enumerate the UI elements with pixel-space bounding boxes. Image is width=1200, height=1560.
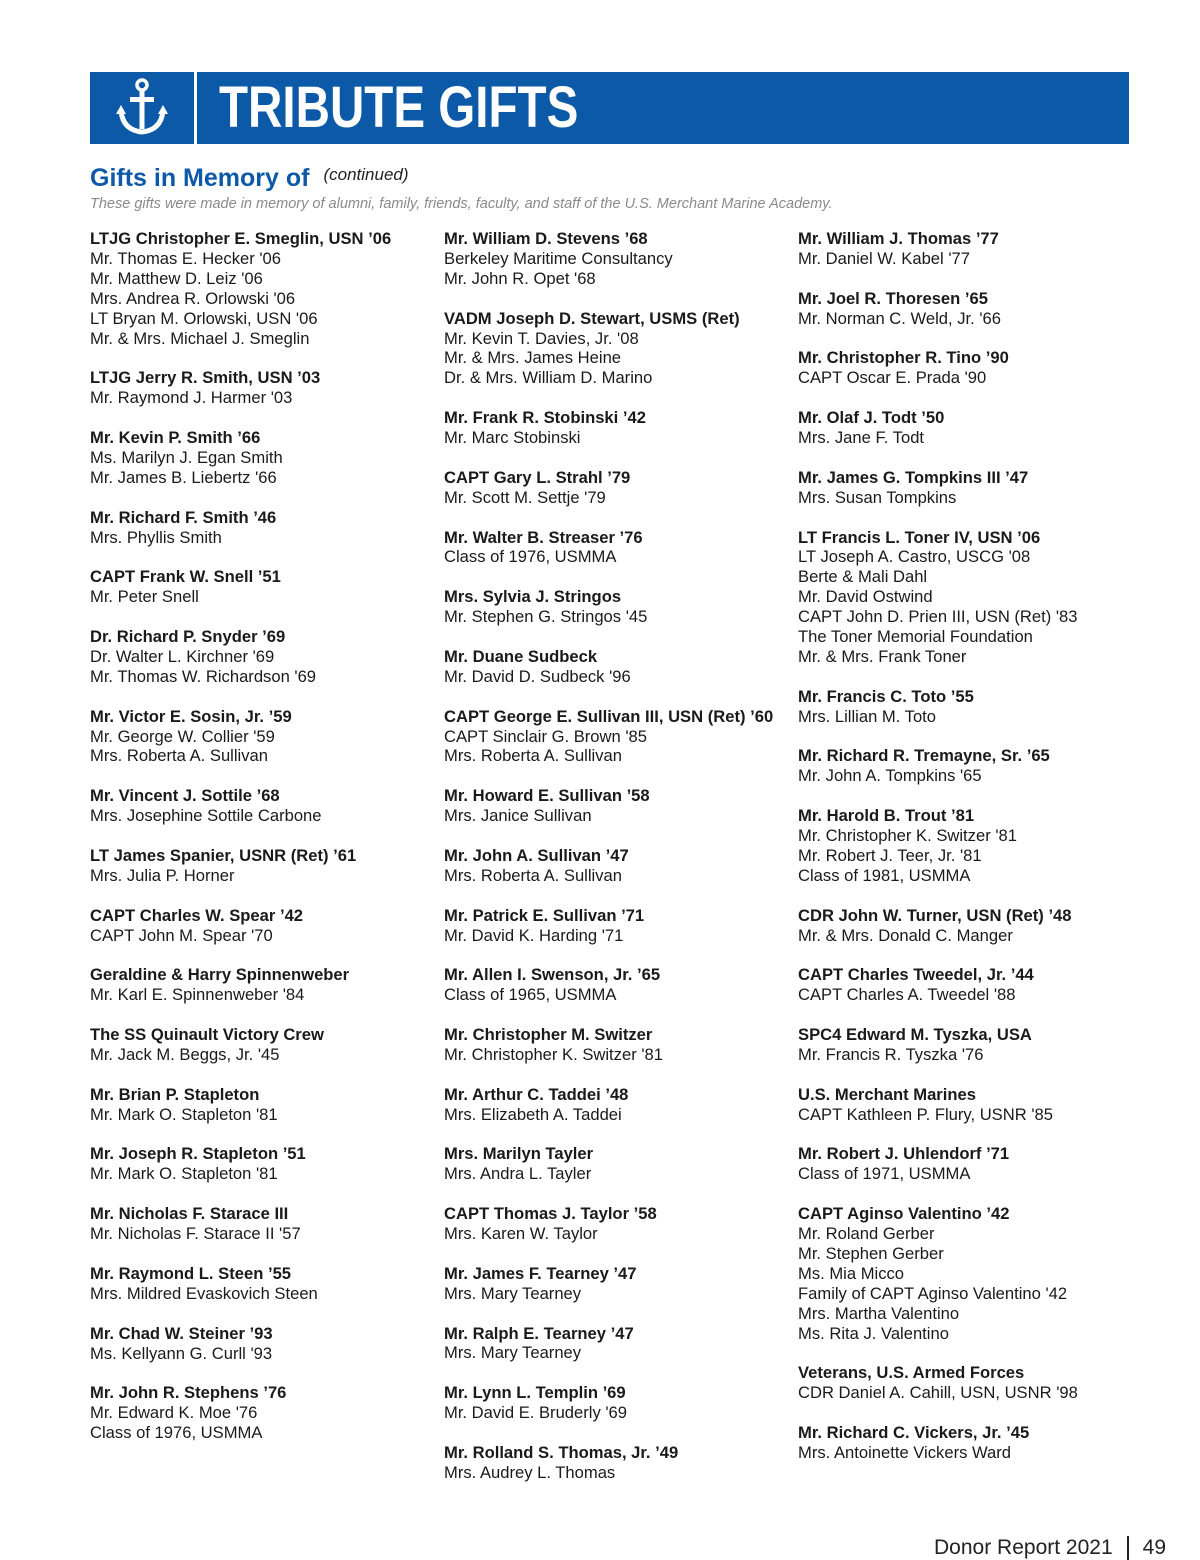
honoree-name: CDR John W. Turner, USN (Ret) ’48 <box>798 905 1072 925</box>
tribute-entry <box>798 806 1138 886</box>
honoree-name: Dr. Richard P. Snyder ’69 <box>90 627 286 647</box>
honoree-name: LT James Spanier, USNR (Ret) ’61 <box>90 845 357 865</box>
tribute-entry <box>798 229 1138 269</box>
column-3 <box>798 229 1138 1483</box>
tribute-entry <box>90 1144 430 1184</box>
honoree-name: Mr. Kevin P. Smith ’66 <box>90 428 261 448</box>
tribute-entry <box>90 567 430 607</box>
donor-name: CAPT Sinclair G. Brown '85 <box>444 726 647 746</box>
donor-name: Class of 1976, USMMA <box>90 1423 263 1443</box>
honoree-name: Mr. Rolland S. Thomas, Jr. ’49 <box>444 1442 679 1462</box>
honoree-name: Mr. John A. Sullivan ’47 <box>444 845 629 865</box>
donor-name: Mr. Stephen Gerber <box>798 1244 944 1263</box>
donor-name: Mr. Raymond J. Harmer '03 <box>90 388 293 408</box>
tribute-entry <box>90 1264 430 1304</box>
tribute-entry <box>798 1144 1138 1184</box>
donor-name: Mrs. Phyllis Smith <box>90 527 222 547</box>
donor-name: Berkeley Maritime Consultancy <box>444 248 673 268</box>
donor-name: Mr. Scott M. Settje '79 <box>444 487 606 507</box>
tribute-entry <box>444 707 784 767</box>
tribute-entry <box>798 1025 1138 1065</box>
tribute-entry <box>90 428 430 488</box>
tribute-entry <box>444 846 784 886</box>
honoree-name: Mr. Nicholas F. Starace III <box>90 1204 289 1224</box>
honoree-name: Mr. Duane Sudbeck <box>444 646 598 666</box>
tribute-entry <box>798 289 1138 329</box>
tribute-entry <box>444 408 784 448</box>
tribute-entry <box>798 687 1138 727</box>
honoree-name: Mr. James G. Tompkins III ’47 <box>798 467 1029 487</box>
donor-name: Mrs. Andra L. Tayler <box>444 1164 592 1184</box>
tribute-entry <box>90 229 430 348</box>
donor-name: Mr. George W. Collier '59 <box>90 726 275 746</box>
tribute-entry <box>444 1085 784 1125</box>
donor-name: Mr. David K. Harding '71 <box>444 925 624 945</box>
donor-name: CAPT Kathleen P. Flury, USNR '85 <box>798 1104 1053 1124</box>
tribute-entry <box>798 1363 1138 1403</box>
donor-name: Mr. Kevin T. Davies, Jr. '08 <box>444 328 639 348</box>
donor-name: Mr. Francis R. Tyszka '76 <box>798 1044 984 1064</box>
honoree-name: Mr. Harold B. Trout ’81 <box>798 806 975 826</box>
honoree-name: CAPT George E. Sullivan III, USN (Ret) ’60 <box>444 706 774 726</box>
donor-name: Mrs. Janice Sullivan <box>444 806 592 826</box>
donor-name: CAPT John D. Prien III, USN (Ret) '83 <box>798 607 1078 627</box>
tribute-entry <box>90 1025 430 1065</box>
tribute-entry <box>444 587 784 627</box>
donor-name: Ms. Kellyann G. Curll '93 <box>90 1343 273 1363</box>
honoree-name: Mr. Francis C. Toto ’55 <box>798 686 974 706</box>
donor-name: Class of 1981, USMMA <box>798 865 971 885</box>
honoree-name: Mr. Howard E. Sullivan ’58 <box>444 786 650 806</box>
donor-name: Berte & Mali Dahl <box>798 567 928 587</box>
donor-name: Mr. Roland Gerber <box>798 1224 935 1244</box>
honoree-name: Mr. Walter B. Streaser ’76 <box>444 527 643 547</box>
tribute-entry <box>798 528 1138 667</box>
honoree-name: The SS Quinault Victory Crew <box>90 1025 324 1045</box>
donor-name: Mr. Christopher K. Switzer '81 <box>444 1044 663 1064</box>
banner-title: TRIBUTE GIFTS <box>219 75 579 140</box>
column-2 <box>444 229 784 1503</box>
continued-label: (continued) <box>323 165 409 184</box>
donor-name: Mr. Stephen G. Stringos '45 <box>444 607 648 627</box>
donor-name: Mrs. Roberta A. Sullivan <box>444 865 622 885</box>
honoree-name: Mr. Olaf J. Todt ’50 <box>798 408 945 428</box>
donor-name: Mr. John R. Opet '68 <box>444 268 596 288</box>
tribute-entry <box>444 906 784 946</box>
donor-name: Ms. Mia Micco <box>798 1263 905 1283</box>
honoree-name: Mr. Frank R. Stobinski ’42 <box>444 408 646 428</box>
donor-name: CAPT John M. Spear '70 <box>90 925 273 945</box>
donor-name: Mr. & Mrs. Frank Toner <box>798 646 967 666</box>
donor-name: Mr. David Ostwind <box>798 587 933 607</box>
banner-divider <box>194 72 197 144</box>
honoree-name: SPC4 Edward M. Tyszka, USA <box>798 1025 1032 1045</box>
donor-name: Class of 1971, USMMA <box>798 1164 971 1184</box>
honoree-name: CAPT Charles W. Spear ’42 <box>90 905 304 925</box>
honoree-name: CAPT Gary L. Strahl ’79 <box>444 467 631 487</box>
tribute-entry <box>444 786 784 826</box>
honoree-name: Mr. Joseph R. Stapleton ’51 <box>90 1144 306 1164</box>
donor-name: Mr. Christopher K. Switzer '81 <box>798 826 1017 846</box>
donor-name: Mr. Nicholas F. Starace II '57 <box>90 1224 301 1244</box>
honoree-name: Mr. Richard C. Vickers, Jr. ’45 <box>798 1423 1030 1443</box>
donor-name: Dr. & Mrs. William D. Marino <box>444 368 653 388</box>
honoree-name: Mr. Vincent J. Sottile ’68 <box>90 786 280 806</box>
tribute-entry <box>798 1204 1138 1343</box>
tribute-entry <box>90 368 430 408</box>
donor-name: Mrs. Martha Valentino <box>798 1303 960 1323</box>
honoree-name: LTJG Jerry R. Smith, USN ’03 <box>90 368 321 388</box>
donor-name: Mr. David E. Bruderly '69 <box>444 1403 628 1423</box>
donor-name: Class of 1976, USMMA <box>444 547 617 567</box>
tribute-entry <box>444 468 784 508</box>
honoree-name: Mr. Joel R. Thoresen ’65 <box>798 288 988 308</box>
section-title: Gifts in Memory of <box>90 164 310 192</box>
tribute-entry <box>798 746 1138 786</box>
tribute-entry <box>444 1383 784 1423</box>
donor-name: Mrs. Josephine Sottile Carbone <box>90 806 322 826</box>
donor-name: Mr. Norman C. Weld, Jr. '66 <box>798 308 1001 328</box>
section-subtitle: These gifts were made in memory of alumni, family, friends, faculty, and staff of the U.S. Merchant Marine Academy. <box>90 196 833 212</box>
anchor-icon-box <box>90 72 194 144</box>
tribute-entry <box>444 229 784 289</box>
page-number: 49 <box>1142 1536 1166 1559</box>
donor-name: CDR Daniel A. Cahill, USN, USNR '98 <box>798 1383 1078 1403</box>
tribute-entry <box>444 1264 784 1304</box>
donor-name: Mrs. Karen W. Taylor <box>444 1224 598 1244</box>
tribute-entry <box>798 1085 1138 1125</box>
tribute-entry <box>90 846 430 886</box>
donor-name: LT Bryan M. Orlowski, USN '06 <box>90 308 318 328</box>
honoree-name: Mr. Ralph E. Tearney ’47 <box>444 1323 634 1343</box>
tribute-entry <box>90 508 430 548</box>
tribute-entry <box>90 707 430 767</box>
honoree-name: Mr. Lynn L. Templin ’69 <box>444 1383 626 1403</box>
donor-name: The Toner Memorial Foundation <box>798 627 1033 647</box>
page-footer <box>934 1536 1166 1560</box>
donor-name: Mrs. Susan Tompkins <box>798 487 957 507</box>
footer-separator <box>1127 1536 1129 1560</box>
tribute-entry <box>798 408 1138 448</box>
honoree-name: U.S. Merchant Marines <box>798 1084 976 1104</box>
donor-name: Mr. Jack M. Beggs, Jr. '45 <box>90 1044 280 1064</box>
honoree-name: VADM Joseph D. Stewart, USMS (Ret) <box>444 308 740 328</box>
footer-report-title: Donor Report 2021 <box>934 1536 1113 1559</box>
honoree-name: Mr. Chad W. Steiner ’93 <box>90 1323 273 1343</box>
donor-name: Mr. Karl E. Spinnenweber '84 <box>90 985 305 1005</box>
tribute-entry <box>798 965 1138 1005</box>
donor-name: Mrs. Antoinette Vickers Ward <box>798 1443 1012 1463</box>
donor-name: Mr. Mark O. Stapleton '81 <box>90 1104 278 1124</box>
donor-name: Mr. Daniel W. Kabel '77 <box>798 248 970 268</box>
honoree-name: CAPT Frank W. Snell ’51 <box>90 567 281 587</box>
donor-name: Mrs. Roberta A. Sullivan <box>90 746 268 766</box>
tribute-entry <box>90 786 430 826</box>
donor-name: Mrs. Roberta A. Sullivan <box>444 746 622 766</box>
tribute-entry <box>444 1204 784 1244</box>
tribute-entry <box>444 309 784 389</box>
donor-name: Class of 1965, USMMA <box>444 985 617 1005</box>
donor-name: LT Joseph A. Castro, USCG '08 <box>798 547 1031 567</box>
honoree-name: Mr. Christopher M. Switzer <box>444 1025 653 1045</box>
honoree-name: Mr. Christopher R. Tino ’90 <box>798 348 1009 368</box>
donor-name: Mrs. Audrey L. Thomas <box>444 1462 616 1482</box>
honoree-name: Mr. Richard F. Smith ’46 <box>90 507 277 527</box>
honoree-name: Mr. Patrick E. Sullivan ’71 <box>444 905 645 925</box>
tribute-entry <box>798 348 1138 388</box>
column-1 <box>90 229 430 1463</box>
honoree-name: LT Francis L. Toner IV, USN ’06 <box>798 527 1041 547</box>
anchor-icon <box>115 78 169 138</box>
tribute-entry <box>444 1025 784 1065</box>
tribute-entry <box>444 1443 784 1483</box>
honoree-name: Mr. John R. Stephens ’76 <box>90 1383 287 1403</box>
donor-name: Mrs. Mary Tearney <box>444 1343 582 1363</box>
tribute-entry <box>444 1324 784 1364</box>
donor-name: Mr. Matthew D. Leiz '06 <box>90 268 263 288</box>
donor-name: Mr. & Mrs. James Heine <box>444 348 622 368</box>
tribute-entry <box>798 468 1138 508</box>
donor-name: Mr. Thomas W. Richardson '69 <box>90 666 317 686</box>
honoree-name: Mr. Richard R. Tremayne, Sr. ’65 <box>798 746 1050 766</box>
tribute-entry <box>90 965 430 1005</box>
donor-name: CAPT Oscar E. Prada '90 <box>798 368 987 388</box>
donor-name: Mr. Peter Snell <box>90 587 199 607</box>
tribute-entry <box>90 1204 430 1244</box>
tribute-entry <box>90 627 430 687</box>
tribute-entry <box>798 906 1138 946</box>
donor-name: Mr. Thomas E. Hecker '06 <box>90 248 281 268</box>
donor-name: Mr. Edward K. Moe '76 <box>90 1403 258 1423</box>
tribute-entry <box>444 965 784 1005</box>
tribute-entry <box>444 647 784 687</box>
honoree-name: Mr. Arthur C. Taddei ’48 <box>444 1084 629 1104</box>
honoree-name: Mr. Brian P. Stapleton <box>90 1084 260 1104</box>
honoree-name: Geraldine & Harry Spinnenweber <box>90 965 350 985</box>
honoree-name: Mr. Robert J. Uhlendorf ’71 <box>798 1144 1010 1164</box>
tribute-entry <box>90 1085 430 1125</box>
honoree-name: Mr. William D. Stevens ’68 <box>444 229 648 248</box>
tribute-entry <box>90 1324 430 1364</box>
donor-name: Ms. Rita J. Valentino <box>798 1323 949 1343</box>
tribute-entry <box>444 528 784 568</box>
donor-name: Mrs. Lillian M. Toto <box>798 706 937 726</box>
tribute-entry <box>798 1423 1138 1463</box>
tribute-entry <box>444 1144 784 1184</box>
donor-name: Mr. Robert J. Teer, Jr. '81 <box>798 845 982 865</box>
donor-name: Mrs. Elizabeth A. Taddei <box>444 1104 622 1124</box>
honoree-name: Mrs. Marilyn Tayler <box>444 1144 594 1164</box>
donor-name: Mrs. Andrea R. Orlowski '06 <box>90 288 296 308</box>
tribute-gifts-banner <box>90 72 1129 144</box>
donor-name: Mr. & Mrs. Michael J. Smeglin <box>90 328 310 348</box>
honoree-name: Mrs. Sylvia J. Stringos <box>444 587 622 607</box>
honoree-name: Mr. Raymond L. Steen ’55 <box>90 1263 292 1283</box>
donor-name: Dr. Walter L. Kirchner '69 <box>90 646 275 666</box>
honoree-name: Mr. Victor E. Sosin, Jr. ’59 <box>90 706 292 726</box>
donor-name: CAPT Charles A. Tweedel '88 <box>798 985 1016 1005</box>
donor-name: Mr. David D. Sudbeck '96 <box>444 666 631 686</box>
honoree-name: CAPT Aginso Valentino ’42 <box>798 1204 1010 1224</box>
honoree-name: Mr. Allen I. Swenson, Jr. ’65 <box>444 965 661 985</box>
section-heading <box>90 164 409 193</box>
donor-name: Mr. James B. Liebertz '66 <box>90 467 277 487</box>
donor-name: Family of CAPT Aginso Valentino '42 <box>798 1283 1068 1303</box>
donor-name: Mr. & Mrs. Donald C. Manger <box>798 925 1013 945</box>
honoree-name: CAPT Thomas J. Taylor ’58 <box>444 1204 657 1224</box>
tribute-entry <box>90 906 430 946</box>
honoree-name: Mr. James F. Tearney ’47 <box>444 1263 637 1283</box>
donor-name: Mrs. Julia P. Horner <box>90 865 235 885</box>
donor-name: Mrs. Mary Tearney <box>444 1283 582 1303</box>
donor-name: Mrs. Mildred Evaskovich Steen <box>90 1283 318 1303</box>
donor-name: Mrs. Jane F. Todt <box>798 428 925 448</box>
honoree-name: LTJG Christopher E. Smeglin, USN ’06 <box>90 229 392 248</box>
honoree-name: Mr. William J. Thomas ’77 <box>798 229 999 248</box>
donor-name: Mr. John A. Tompkins '65 <box>798 766 982 786</box>
donor-name: Ms. Marilyn J. Egan Smith <box>90 447 283 467</box>
tribute-entry <box>90 1383 430 1443</box>
honoree-name: Veterans, U.S. Armed Forces <box>798 1363 1025 1383</box>
honoree-name: CAPT Charles Tweedel, Jr. ’44 <box>798 965 1034 985</box>
donor-name: Mr. Marc Stobinski <box>444 428 581 448</box>
donor-name: Mr. Mark O. Stapleton '81 <box>90 1164 278 1184</box>
